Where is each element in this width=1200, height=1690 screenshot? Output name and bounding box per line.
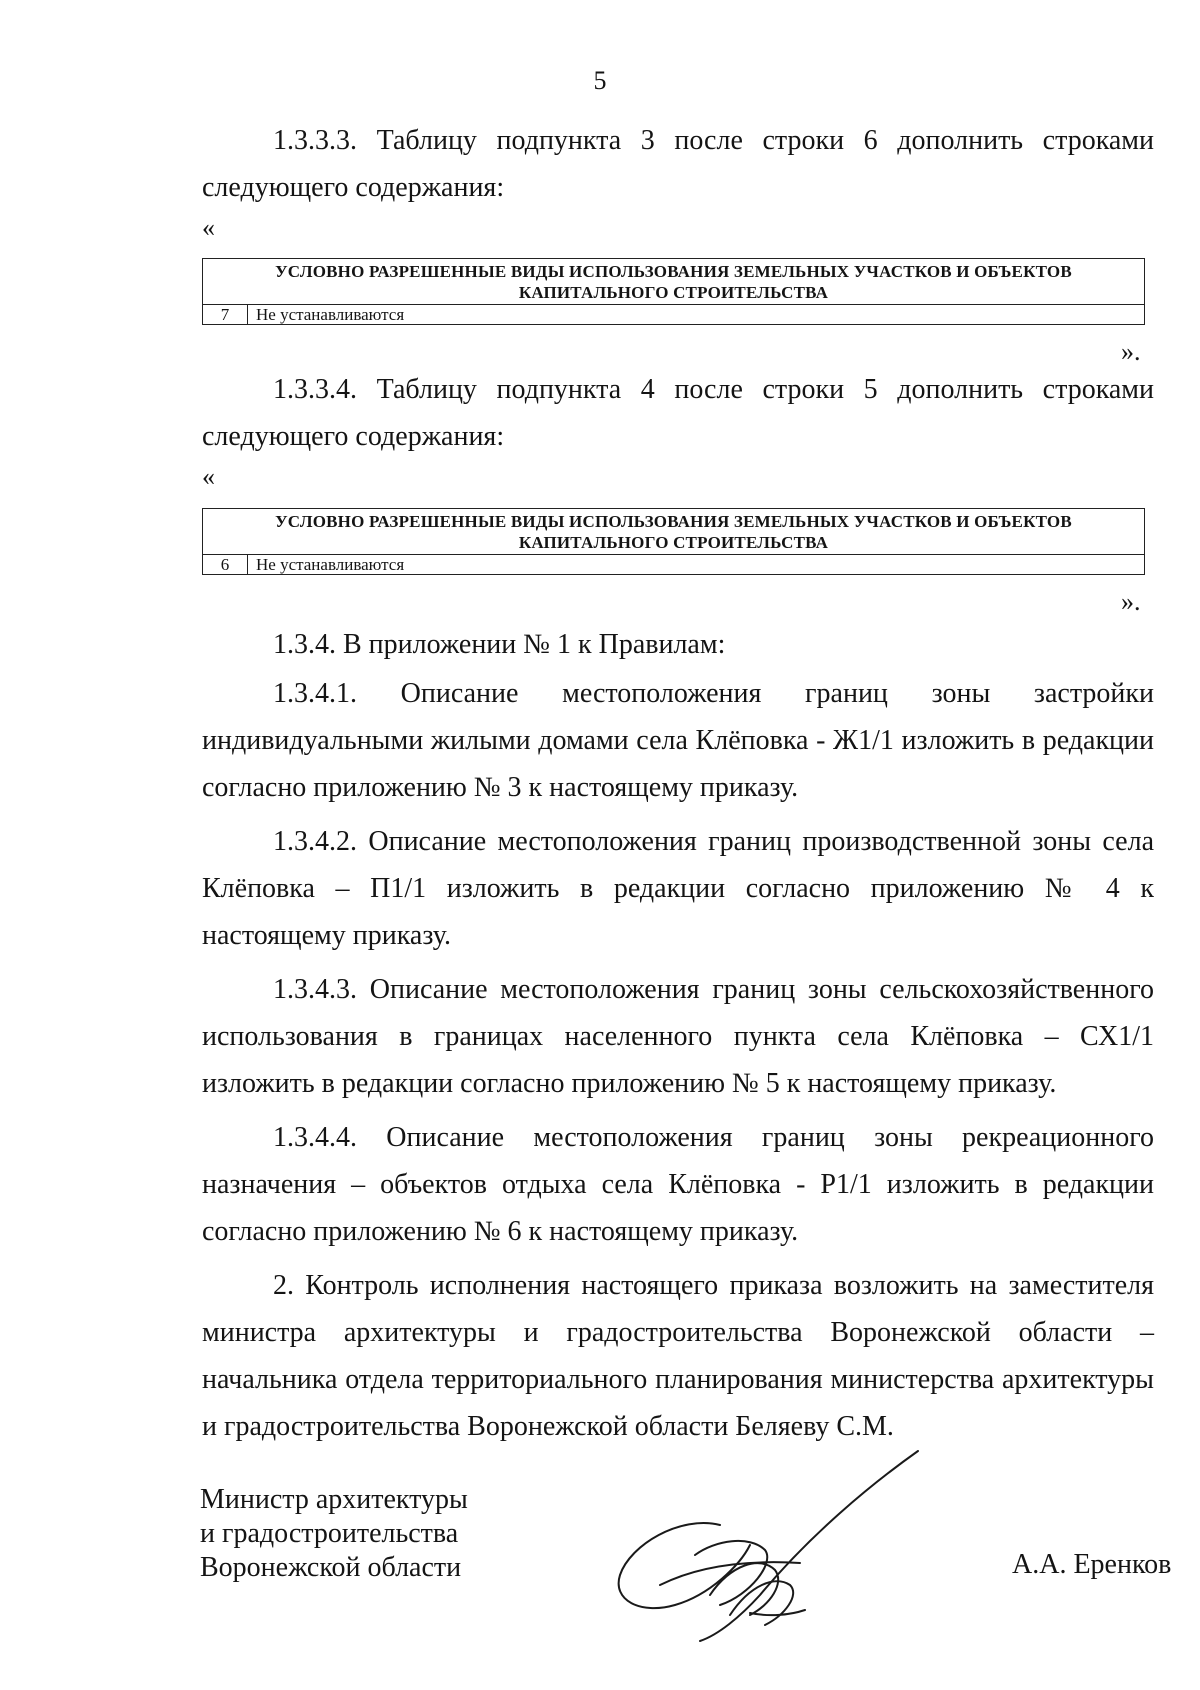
paragraph-1-3-4-4: 1.3.4.4. Описание местоположения границ зоны рекреационного назначения – объектов отдыха села Клёповка - Р1/1 изложить в редакции согласно приложению № 6 к настоящему приказу. [202, 1122, 1154, 1247]
page-number: 5 [593, 66, 607, 95]
paragraph-1-3-4: 1.3.4. В приложении № 1 к Правилам: [273, 629, 726, 660]
paragraph-2: 2. Контроль исполнения настоящего приказа возложить на заместителя министра архитектуры и градостроительства Воронежской области – начальника отдела территориального планирования министерства архитектуры и градостроительства Воронежской области Беляеву С.М. [202, 1270, 1154, 1442]
quote-close-2: ». [1121, 587, 1141, 616]
signatory-title-line-1: Министр архитектуры [200, 1484, 468, 1515]
table-2-row-number: 6 [203, 555, 248, 574]
signatory-title-line-2: и градостроительства [200, 1518, 459, 1549]
quote-open-2: « [202, 462, 215, 491]
paragraph-1-3-4-2: 1.3.4.2. Описание местоположения границ производственной зоны села Клёповка – П1/1 изложить в редакции согласно приложению № 4 к настоящему приказу. [202, 826, 1154, 951]
table-row [203, 305, 1144, 324]
paragraph-1-3-4-1: 1.3.4.1. Описание местоположения границ зоны застройки индивидуальными жилыми домами села Клёповка - Ж1/1 изложить в редакции согласно приложению № 3 к настоящему приказу. [202, 678, 1154, 803]
table-1-row-text: Не устанавливаются [256, 305, 405, 324]
paragraph-1-3-3-3: 1.3.3.3. Таблицу подпункта 3 после строки 6 дополнить строками следующего содержания: [202, 125, 1154, 203]
table-1-header: УСЛОВНО РАЗРЕШЕННЫЕ ВИДЫ ИСПОЛЬЗОВАНИЯ ЗЕМЕЛЬНЫХ УЧАСТКОВ И ОБЪЕКТОВ КАПИТАЛЬНОГО СТРОИТЕЛЬСТВА [203, 259, 1144, 305]
paragraph-1-3-3-4: 1.3.3.4. Таблицу подпункта 4 после строки 5 дополнить строками следующего содержания: [202, 374, 1154, 452]
table-2-header: УСЛОВНО РАЗРЕШЕННЫЕ ВИДЫ ИСПОЛЬЗОВАНИЯ ЗЕМЕЛЬНЫХ УЧАСТКОВ И ОБЪЕКТОВ КАПИТАЛЬНОГО СТРОИТЕЛЬСТВА [203, 509, 1144, 555]
signatory-title-line-3: Воронежской области [200, 1552, 462, 1583]
signatory-title [200, 1483, 468, 1585]
signatory-name: А.А. Еренков [1012, 1549, 1172, 1580]
quote-close-1: ». [1121, 337, 1141, 366]
table-2 [202, 508, 1145, 575]
quote-open-1: « [202, 213, 215, 242]
table-row [203, 555, 1144, 574]
table-1-row-number: 7 [203, 305, 248, 324]
table-2-row-text: Не устанавливаются [256, 555, 405, 574]
handwritten-signature [600, 1445, 940, 1645]
table-1 [202, 258, 1145, 325]
paragraph-1-3-4-3: 1.3.4.3. Описание местоположения границ зоны сельскохозяйственного использования в границах населенного пункта села Клёповка – СХ1/1 изложить в редакции согласно приложению № 5 к настоящему приказу. [202, 974, 1154, 1099]
